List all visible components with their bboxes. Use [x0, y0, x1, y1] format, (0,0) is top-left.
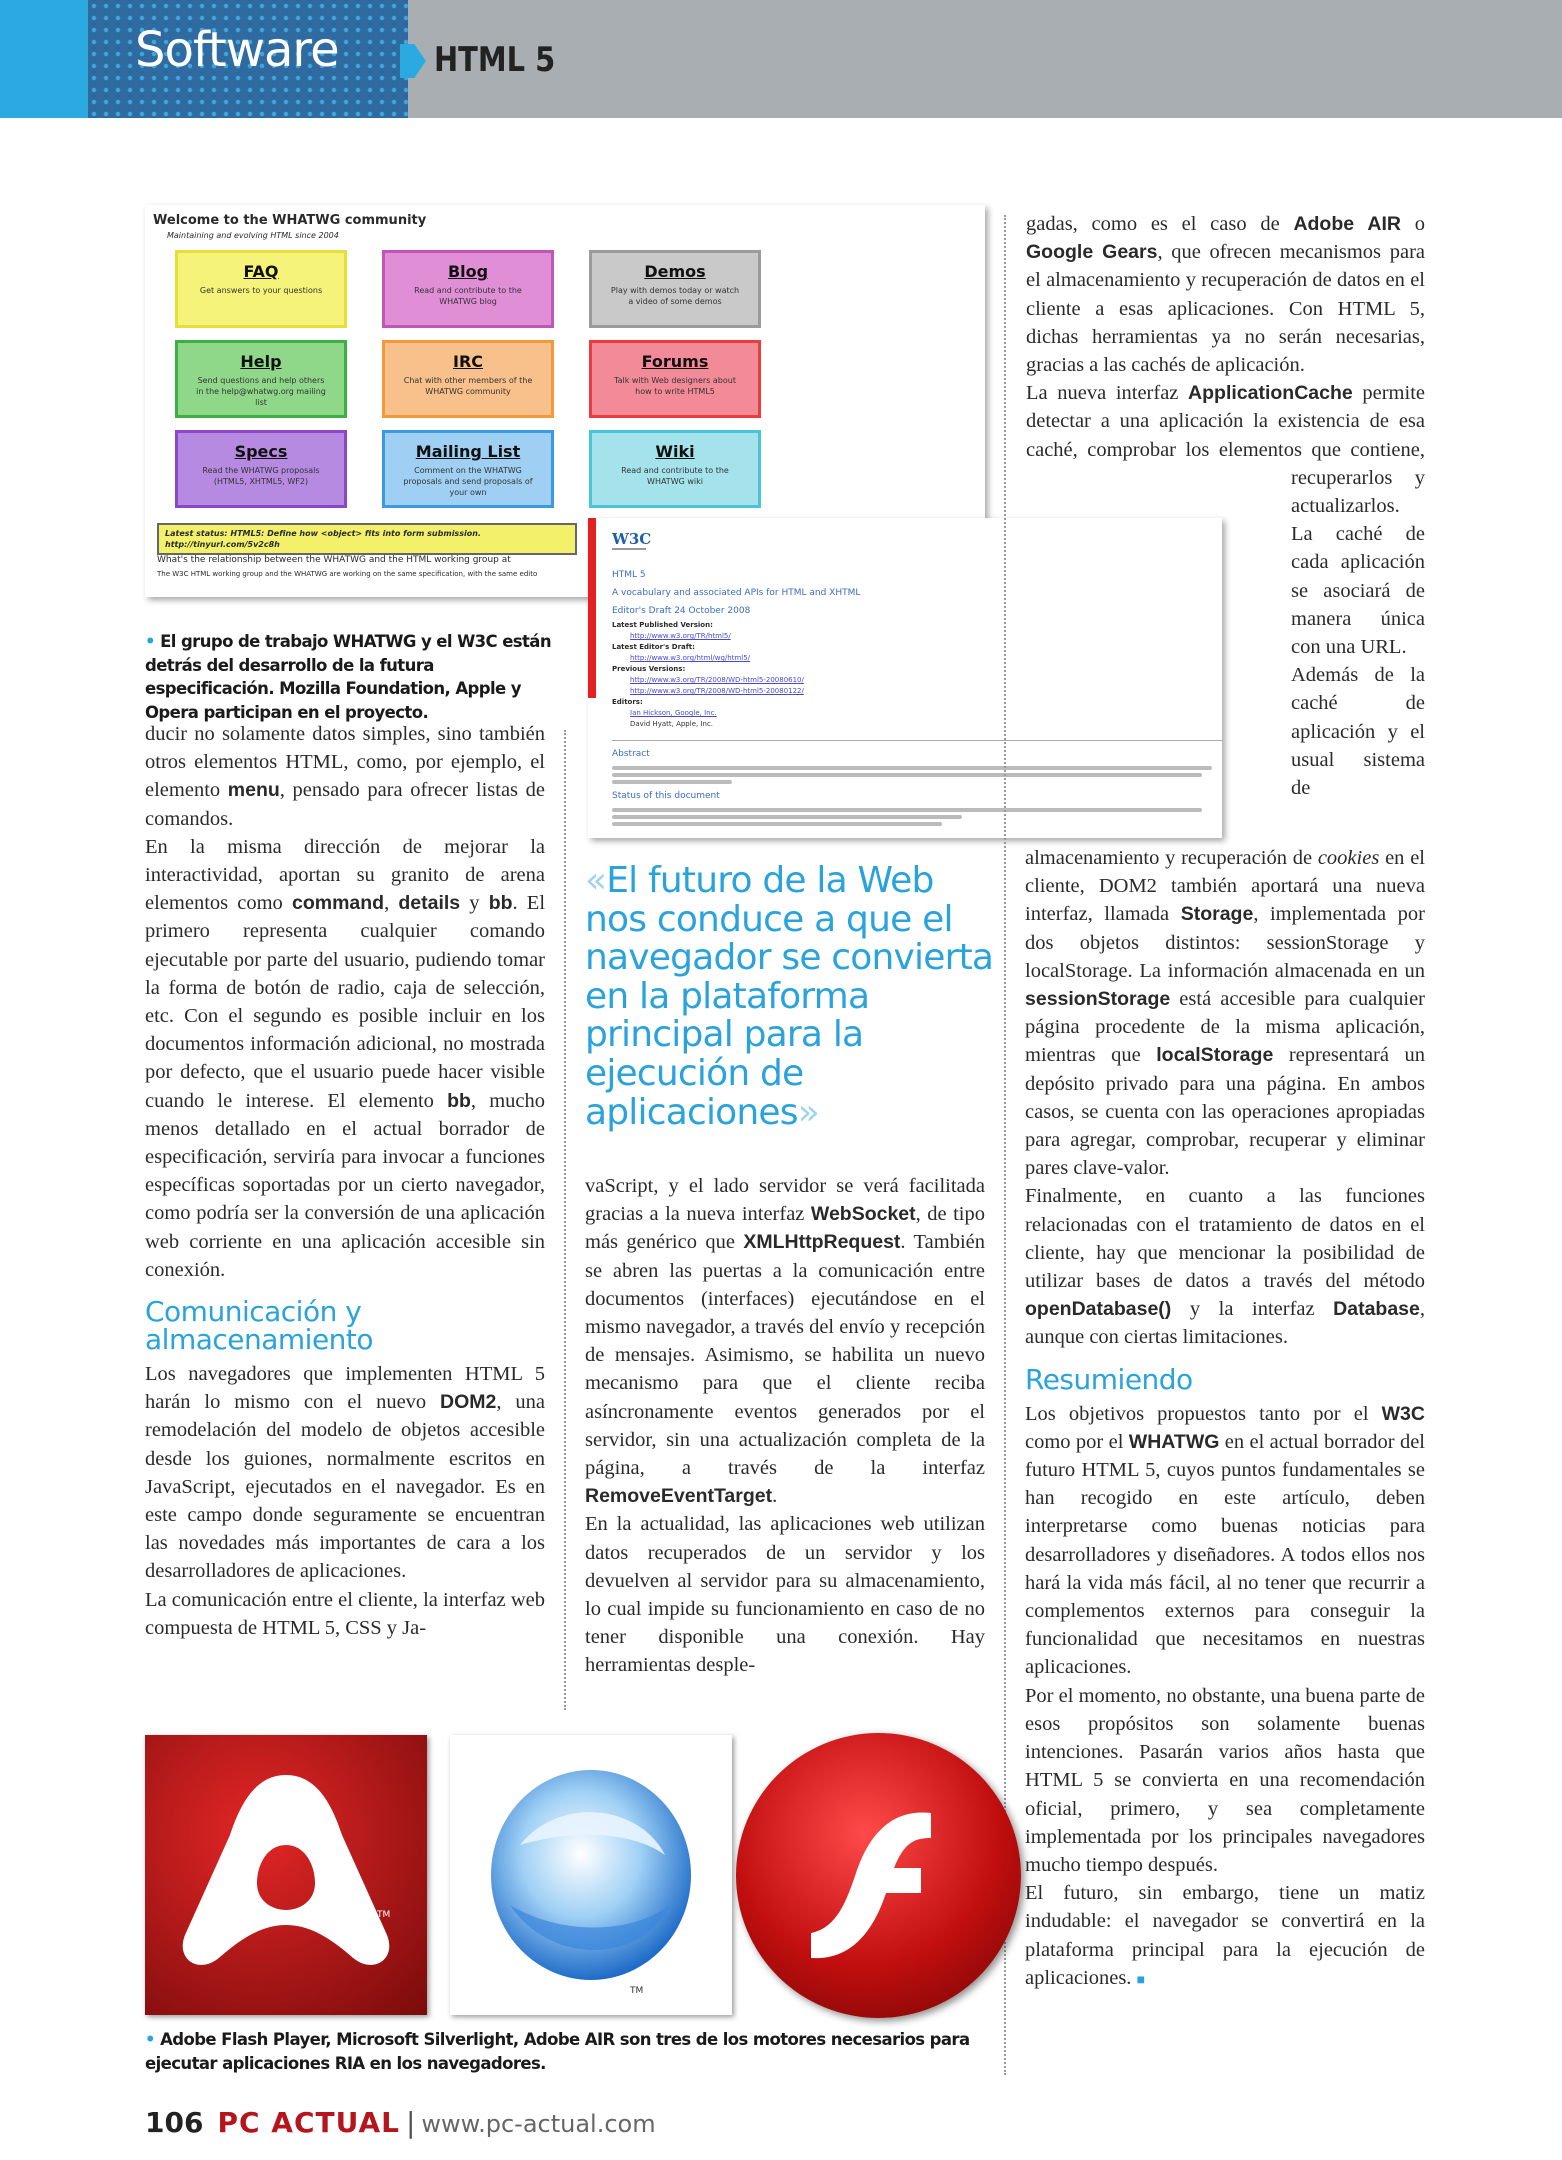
- text-run: W3C: [1381, 1402, 1425, 1425]
- label: Latest Published Version:: [612, 621, 713, 629]
- paragraph: [1025, 1682, 1425, 1879]
- text-run: Storage: [1180, 903, 1254, 926]
- status-heading: Status of this document: [612, 791, 720, 801]
- tile-title: Blog: [447, 262, 489, 281]
- link[interactable]: http://www.w3.org/TR/2008/WD-html5-20080122/: [630, 687, 804, 695]
- text-run: El futuro, sin embargo, tiene un matiz indudable: el navegador se convertirá en la plataforma principal para la ejecución de aplicaciones.: [1025, 1882, 1425, 1989]
- tile-title: Forums: [641, 352, 709, 371]
- whatwg-answer: The W3C HTML working group and the WHATWG are working on the same specification, with the same edito: [157, 570, 538, 578]
- tile-desc: Talk with Web designers about how to write HTML5: [614, 376, 736, 396]
- text-run: . El primero representa cualquier comando ejecutable por parte del usuario, pudiendo tomar la forma de botón de radio, caja de selección, etc. Con el segundo es posible incluir en los documentos información adicional, no mostrada por defecto, que el usuario puede hacer visible cuando le interese. El elemento: [145, 892, 546, 1112]
- text-run: Database: [1333, 1298, 1420, 1321]
- tile-specs[interactable]: [175, 430, 347, 508]
- text-run: en el actual borrador del futuro HTML 5, cuyos puntos fundamentales se han recogido en este artículo, deben interpretarse como buenas noticias para desarrolladores y diseñadores. A todos ellos nos hará la vida más fácil, al no tener que recurrir a complementos externos para conseguir la funcionalidad que necesitamos en nuestras aplicaciones.: [1025, 1430, 1425, 1679]
- whatwg-status: Latest status: HTML5: Define how <object> fits into form submission. http://tinyurl.com/5v2c8h: [157, 523, 577, 555]
- whatwg-title: Welcome to the WHATWG community: [153, 213, 427, 228]
- text-run: bb: [488, 892, 513, 915]
- header-accent-bar: [0, 0, 88, 118]
- link[interactable]: http://www.w3.org/TR/html5/: [630, 632, 731, 640]
- tile-title: IRC: [452, 352, 483, 371]
- tile-help[interactable]: [175, 340, 347, 418]
- text-run: , de tipo más genérico que: [585, 1203, 985, 1254]
- trademark: TM: [377, 1910, 391, 1920]
- text-run: , que ofrecen mecanismos para el almacenamiento y recuperación de datos en el cliente a esas aplicaciones. Con HTML 5, dichas herramientas ya no serán necesarias, gracias a las cachés de aplicación.: [1026, 241, 1426, 377]
- paragraph: [1025, 210, 1425, 379]
- text-run: Además de la caché de aplicación y el usual sistema de almacenamiento y recuperación de: [1025, 664, 1425, 869]
- paragraph: [145, 1360, 545, 1586]
- page-footer: [145, 2106, 656, 2139]
- text-run: openDatabase(): [1025, 1298, 1172, 1321]
- paragraph: [145, 1586, 545, 1642]
- tile-irc[interactable]: [382, 340, 554, 418]
- tile-desc: Chat with other members of the WHATWG community: [403, 376, 533, 396]
- text-run: , implementada por dos objetos distintos: sessionStorage y localStorage. La información almacenada en un: [1025, 903, 1425, 982]
- link[interactable]: http://www.w3.org/TR/2008/WD-html5-20080610/: [630, 676, 804, 684]
- text-run: RemoveEventTarget: [585, 1485, 773, 1508]
- text-run: localStorage: [1156, 1044, 1274, 1067]
- text-run: cookies: [1317, 847, 1380, 869]
- caption-bottom: [145, 2028, 975, 2075]
- text-run: WHATWG: [1128, 1430, 1220, 1453]
- website-link[interactable]: www.pc-actual.com: [421, 2110, 656, 2138]
- tile-mailing-list[interactable]: [382, 430, 554, 508]
- bullet-icon: •: [145, 2030, 161, 2049]
- text-run: y la interfaz: [1171, 1298, 1334, 1321]
- silverlight-logo: [450, 1735, 732, 2015]
- text-run: está accesible para cualquier página procedente de la misma aplicación, mientras que: [1025, 988, 1425, 1067]
- label: Editors:: [612, 698, 643, 706]
- text-run: o: [1401, 213, 1425, 235]
- tile-wiki[interactable]: [589, 430, 761, 508]
- text-run: XMLHttpRequest: [743, 1231, 901, 1254]
- text-line: [612, 822, 942, 826]
- text-run: representará un depósito privado para una página. En ambos casos, se cuenta con las operaciones apropiadas para agregar, comprobar, recuperar y eliminar pares clave-valor.: [1025, 1044, 1425, 1180]
- text-run: La nueva interfaz: [1026, 382, 1189, 405]
- red-bar: [588, 518, 596, 698]
- section-title: Software: [135, 22, 339, 78]
- subsection-title: HTML 5: [434, 40, 556, 80]
- tile-desc: Get answers to your questions: [199, 286, 323, 295]
- text-run: Adobe AIR: [1293, 213, 1401, 235]
- text-run: En la misma dirección de mejorar la interactividad, aportan su granito de arena elementos como: [145, 835, 545, 915]
- label: Previous Versions:: [612, 665, 686, 673]
- editor: David Hyatt, Apple, Inc.: [630, 720, 714, 728]
- separator: |: [405, 2106, 416, 2139]
- text-run: ,: [384, 892, 399, 915]
- text-run: Los objetivos propuestos tanto por el: [1025, 1402, 1382, 1425]
- text-run: En la actualidad, las aplicaciones web utilizan datos recuperados de un servidor y los devuelven al servidor para su almacenamiento, lo cual impide su funcionamiento en caso de no tener disponible una conexión. Hay herramientas desple-: [585, 1513, 985, 1677]
- paragraph: [145, 833, 545, 1284]
- text-run: .: [772, 1485, 778, 1508]
- column-2: [585, 1172, 985, 1680]
- text-run: , aunque con ciertas limitaciones.: [1025, 1298, 1425, 1349]
- tile-title: Demos: [644, 262, 706, 281]
- paragraph: [145, 720, 545, 833]
- adobe-air-logo: [145, 1735, 427, 2015]
- tile-title: Specs: [234, 442, 288, 461]
- section-heading: [145, 1295, 545, 1357]
- text-run: command: [291, 892, 385, 915]
- wrap-spacer: [1025, 492, 1291, 844]
- paragraph: [1025, 1879, 1425, 1995]
- text-line: [612, 815, 962, 819]
- tile-blog[interactable]: [382, 250, 554, 328]
- text-run: menu: [227, 779, 280, 802]
- text-run: . También se abren las puertas a la comunicación entre documentos (interfaces) ejecutándose en el mismo navegador, a través del envío y recepción de mensajes. Asimismo, se habilita un nuevo mecanismo para que el cliente reciba asíncronamente eventos generados por el servidor, sin una actualización completa de la página, a través de la interfaz: [585, 1231, 985, 1480]
- text-run: Por el momento, no obstante, una buena parte de esos propósitos son solamente buenas intenciones. Pasarán varios años hasta que HTML 5 se convierta en una recomendación oficial, primero, y sea completamente implementada por los principales navegadores mucho tiempo después.: [1025, 1684, 1425, 1876]
- text-run: bb: [447, 1089, 471, 1112]
- paragraph: [1025, 1400, 1425, 1682]
- label: Latest Editor's Draft:: [612, 643, 695, 651]
- spec-draft: Editor's Draft 24 October 2008: [612, 606, 751, 616]
- text-line: [612, 780, 732, 784]
- text-run: Comunicación y almacenamiento: [145, 1295, 374, 1357]
- tile-desc: Read the WHATWG proposals (HTML5, XHTML5, WF2): [202, 466, 320, 486]
- tile-demos[interactable]: [589, 250, 761, 328]
- text-run: y: [460, 892, 489, 915]
- tile-desc: Comment on the WHATWG proposals and send proposals of your own: [403, 466, 533, 497]
- column-1: [145, 720, 545, 1642]
- text-run: en el cliente, DOM2 también aportará una nueva interfaz, llamada: [1025, 847, 1425, 926]
- section-heading: [1025, 1362, 1425, 1396]
- flash-logo: [736, 1733, 1021, 2018]
- tile-title: Help: [240, 352, 282, 371]
- tile-desc: Send questions and help others in the help@whatwg.org mailing list: [196, 376, 326, 407]
- trademark: TM: [630, 1986, 644, 1996]
- text-run: , pensado para ofrecer listas de comandos.: [145, 779, 545, 830]
- text-run: details: [398, 892, 461, 915]
- text-run: , una remodelación del modelo de objetos accesible desde los guiones, normalmente escritos en JavaScript, ejecutados en el navegador. Es en este campo donde seguramente se encuentran las novedades más importantes de cara a los desarrolladores de aplicaciones.: [145, 1391, 545, 1583]
- arrow-icon: [400, 44, 426, 78]
- end-mark-icon: ■: [1136, 1972, 1146, 1988]
- abstract-heading: Abstract: [612, 749, 650, 759]
- tile-forums[interactable]: [589, 340, 761, 418]
- spec-title: HTML 5: [612, 570, 646, 580]
- text-run: WebSocket: [810, 1203, 916, 1226]
- text-run: DOM2: [440, 1391, 497, 1414]
- whatwg-subtitle: Maintaining and evolving HTML since 2004: [167, 231, 339, 240]
- spec-subtitle: A vocabulary and associated APIs for HTML and XHTML: [612, 588, 861, 598]
- tile-desc: Read and contribute to the WHATWG wiki: [621, 466, 729, 486]
- caption-text: El grupo de trabajo WHATWG y el W3C están detrás del desarrollo de la futura especificación. Mozilla Foundation, Apple y Opera participan en el proyecto.: [145, 632, 551, 722]
- link[interactable]: http://www.w3.org/html/wg/html5/: [630, 654, 751, 662]
- tile-desc: Read and contribute to the WHATWG blog: [414, 286, 522, 306]
- text-run: La comunicación entre el cliente, la interfaz web compuesta de HTML 5, CSS y Ja-: [145, 1588, 545, 1639]
- text-run: ApplicationCache: [1188, 382, 1353, 405]
- magazine-brand: PC ACTUAL: [217, 2106, 400, 2139]
- text-run: Google Gears: [1026, 241, 1158, 264]
- tile-title: Mailing List: [415, 442, 521, 461]
- text-run: ducir no solamente datos simples, sino también otros elementos HTML, como, por ejemplo, el elemento: [145, 723, 545, 802]
- paragraph: [585, 1510, 985, 1679]
- tile-title: FAQ: [243, 262, 279, 281]
- column-divider: [564, 730, 566, 1710]
- text-run: Finalmente, en cuanto a las funciones relacionadas con el tratamiento de datos en el cliente, hay que mencionar la posibilidad de utilizar bases de datos a través del método: [1025, 1185, 1425, 1293]
- text-run: como por el: [1025, 1430, 1129, 1453]
- whatwg-question: What's the relationship between the WHATWG and the HTML working group at: [157, 555, 511, 565]
- text-run: sessionStorage: [1025, 988, 1171, 1011]
- text-run: , mucho menos detallado en el actual borrador de especificación, serviría para invocar a funciones específicas soportadas por un cierto navegador, como podría ser la conversión de una aplicación web corriente en una aplicación accesible sin conexión.: [145, 1089, 545, 1281]
- w3c-logo: W3C: [612, 530, 652, 548]
- bullet-icon: •: [145, 632, 161, 651]
- text-run: vaScript, y el lado servidor se verá facilitada gracias a la nueva interfaz: [585, 1175, 985, 1226]
- pull-quote-text: El futuro de la Web nos conduce a que el navegador se convierta en la plataforma principal para la ejecución de aplicaciones: [585, 860, 994, 1133]
- close-quote-icon: »: [797, 1091, 819, 1133]
- tile-desc: Play with demos today or watch a video of some demos: [610, 286, 740, 306]
- editor: Ian Hickson, Google, Inc.: [630, 709, 717, 717]
- tile-title: Wiki: [655, 442, 695, 461]
- text-run: Los navegadores que implementen HTML 5 harán lo mismo con el nuevo: [145, 1363, 545, 1414]
- text-run: Resumiendo: [1025, 1362, 1193, 1396]
- column-3: [1025, 210, 1425, 1995]
- caption-text: Adobe Flash Player, Microsoft Silverlight, Adobe AIR son tres de los motores necesarios para ejecutar aplicaciones RIA en los navegadores.: [145, 2030, 970, 2073]
- page-number: 106: [145, 2106, 204, 2139]
- text-run: permite detectar a una aplicación la existencia de esa caché, comprobar los elementos que contiene, recuperarlos y actualizarlos. La caché de cada aplicación se asociará de manera única con una URL.: [1026, 382, 1425, 659]
- open-quote-icon: «: [585, 860, 607, 901]
- caption-top: [145, 630, 560, 724]
- tile-faq[interactable]: [175, 250, 347, 328]
- paragraph: [1025, 1182, 1425, 1351]
- paragraph: [585, 1172, 985, 1510]
- pull-quote: [585, 862, 995, 1132]
- page-header: [0, 0, 1562, 118]
- text-run: gadas, como es el caso de: [1026, 213, 1294, 235]
